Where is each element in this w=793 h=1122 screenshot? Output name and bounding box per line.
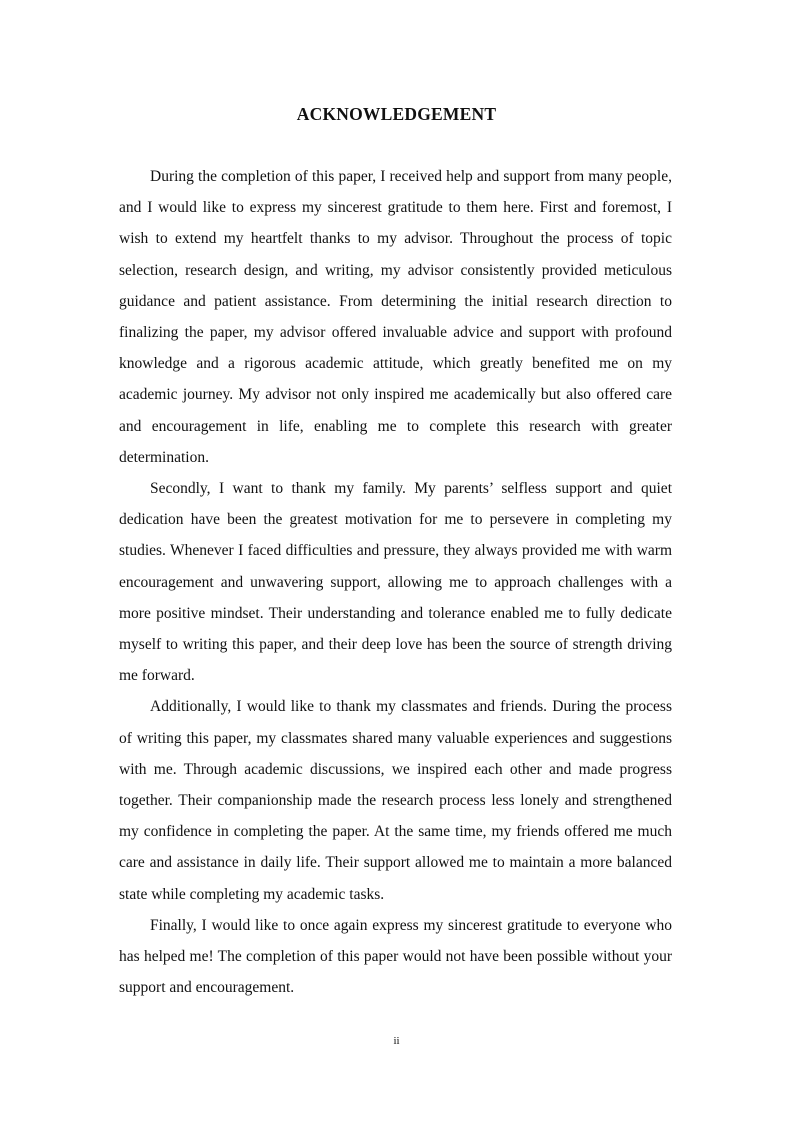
document-body [119, 161, 672, 1003]
paragraph-closing: Finally, I would like to once again express my sincerest gratitude to everyone who has helped me! The completion of this paper would not have been possible without your support and encouragement. [119, 916, 672, 997]
page-title: ACKNOWLEDGEMENT [296, 104, 497, 124]
paragraph-advisor: During the completion of this paper, I received help and support from many people, and I would like to express my sincerest gratitude to them here. First and foremost, I wish to extend my heartfelt thanks to my advisor. Throughout the process of topic selection, research design, and writing, my advisor consistently provided meticulous guidance and patient assistance. From determining the initial research direction to finalizing the paper, my advisor offered invaluable advice and support with profound knowledge and a rigorous academic attitude, which greatly benefited me on my academic journey. My advisor not only inspired me academically but also offered care and encouragement in life, enabling me to complete this research with greater determination. [119, 168, 672, 466]
paragraph-family: Secondly, I want to thank my family. My parents’ selfless support and quiet dedication have been the greatest motivation for me to persevere in completing my studies. Whenever I faced difficulties and pressure, they always provided me with warm encouragement and unwavering support, allowing me to approach challenges with a more positive mindset. Their understanding and tolerance enabled me to fully dedicate myself to writing this paper, and their deep love has been the source of strength driving me forward. [119, 480, 672, 685]
page-number: ii [393, 1035, 400, 1047]
paragraph-classmates-friends: Additionally, I would like to thank my classmates and friends. During the process of writing this paper, my classmates shared many valuable experiences and suggestions with me. Through academic discussions, we inspired each other and made progress together. Their companionship made the research process less lonely and strengthened my confidence in completing the paper. At the same time, my friends offered me much care and assistance in daily life. Their support allowed me to maintain a more balanced state while completing my academic tasks. [119, 698, 672, 903]
